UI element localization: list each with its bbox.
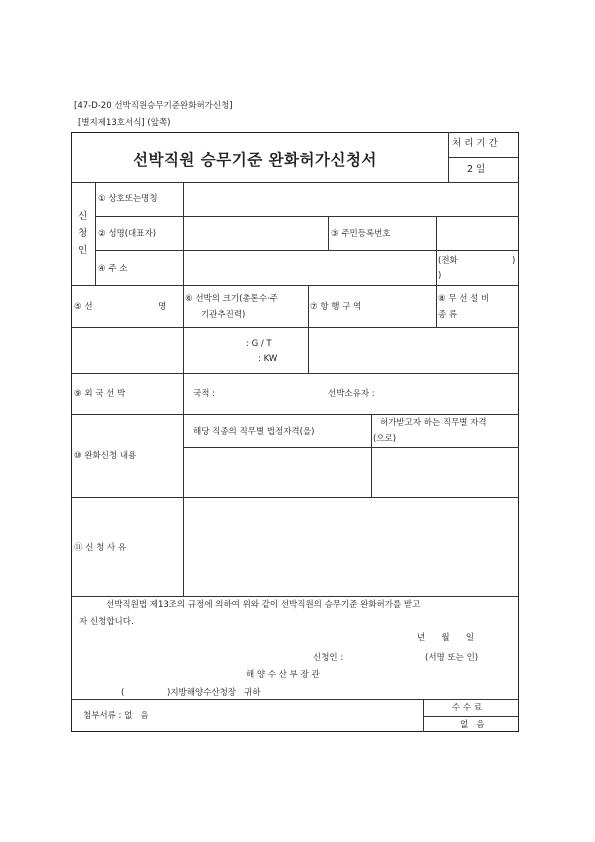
requested-qualification-header: 허가받고자 하는 직무별 자격	[380, 418, 487, 428]
address-field[interactable]	[184, 251, 435, 284]
relief-request-label: ⑩ 완화신청 내용	[74, 451, 137, 461]
signature-or-seal: (서명 또는 인)	[425, 653, 479, 663]
statement-line-2: 자 신청합니다.	[79, 617, 134, 627]
regional-office-open-paren: (	[121, 688, 125, 698]
statement-line-1: 선박직원법 제13조의 규정에 의하여 위와 같이 선박직원의 승무기준 완화허가를 받고	[106, 600, 421, 610]
processing-period-value: 2 일	[467, 164, 486, 175]
application-date: 년 월 일	[417, 633, 475, 643]
application-reason-field[interactable]	[184, 498, 518, 595]
fee-label: 수 수 료	[452, 703, 483, 713]
applicant-signature-label: 신청인 :	[313, 653, 344, 663]
form-title: 선박직원 승무기준 완화허가신청서	[133, 151, 377, 169]
representative-label: ② 성명(대표자)	[98, 229, 157, 239]
regional-office-addressee: )지방해양수산청장 귀하	[167, 688, 261, 698]
phone-close-paren-2: )	[438, 271, 442, 281]
navigation-area-label: ⑦ 항 행 구 역	[310, 302, 362, 312]
ship-name-field[interactable]	[72, 328, 182, 372]
application-reason-label: ⑪ 신 청 사 유	[74, 543, 127, 553]
engine-power-unit: : KW	[258, 354, 278, 364]
phone-close-paren: )	[512, 256, 516, 266]
radio-equipment-label: ⑧ 무 선 설 비	[438, 294, 490, 304]
radio-equipment-field[interactable]	[437, 328, 518, 372]
legal-qualification-header: 해당 직종의 직무별 법정자격(을)	[193, 427, 315, 437]
form-code: [47-D-20 선박직원승무기준완화허가신청]	[74, 101, 233, 111]
requested-qualification-field[interactable]	[372, 448, 518, 496]
ship-name-label-tail: 명	[158, 302, 167, 312]
phone-label: (전화	[438, 256, 458, 266]
fee-value: 없 음	[460, 720, 485, 730]
navigation-area-field[interactable]	[309, 328, 435, 372]
requested-qualification-header-2: (으로)	[373, 434, 397, 444]
company-name-field[interactable]	[184, 183, 518, 215]
processing-period-label: 처 리 기 간	[452, 138, 498, 149]
representative-field[interactable]	[184, 217, 327, 249]
nationality-label: 국적 :	[193, 389, 215, 399]
registration-number-label: ③ 주민등록번호	[331, 229, 391, 239]
ship-name-label: ⑤ 선	[74, 302, 93, 312]
address-label: ④ 주 소	[98, 264, 128, 274]
minister-title: 해 양 수 산 부 장 관	[246, 670, 320, 680]
ship-owner-label: 선박소유자 :	[328, 389, 375, 399]
registration-number-field[interactable]	[437, 217, 518, 249]
radio-equipment-label-2: 종 류	[438, 310, 458, 320]
company-name-label: ① 상호또는명칭	[98, 194, 158, 204]
attachments-label: 첨부서류 : 없 음	[83, 711, 149, 721]
foreign-ship-label: ⑨ 외 국 선 박	[74, 389, 126, 399]
gross-tonnage-unit: : G / T	[246, 339, 272, 349]
legal-qualification-field[interactable]	[184, 448, 370, 496]
ship-size-label: ⑥ 선박의 크기(총톤수·주	[185, 294, 278, 304]
ship-size-label-2: 기관추진력)	[201, 310, 246, 320]
form-number: [별지제13호서식] (앞쪽)	[78, 118, 171, 128]
